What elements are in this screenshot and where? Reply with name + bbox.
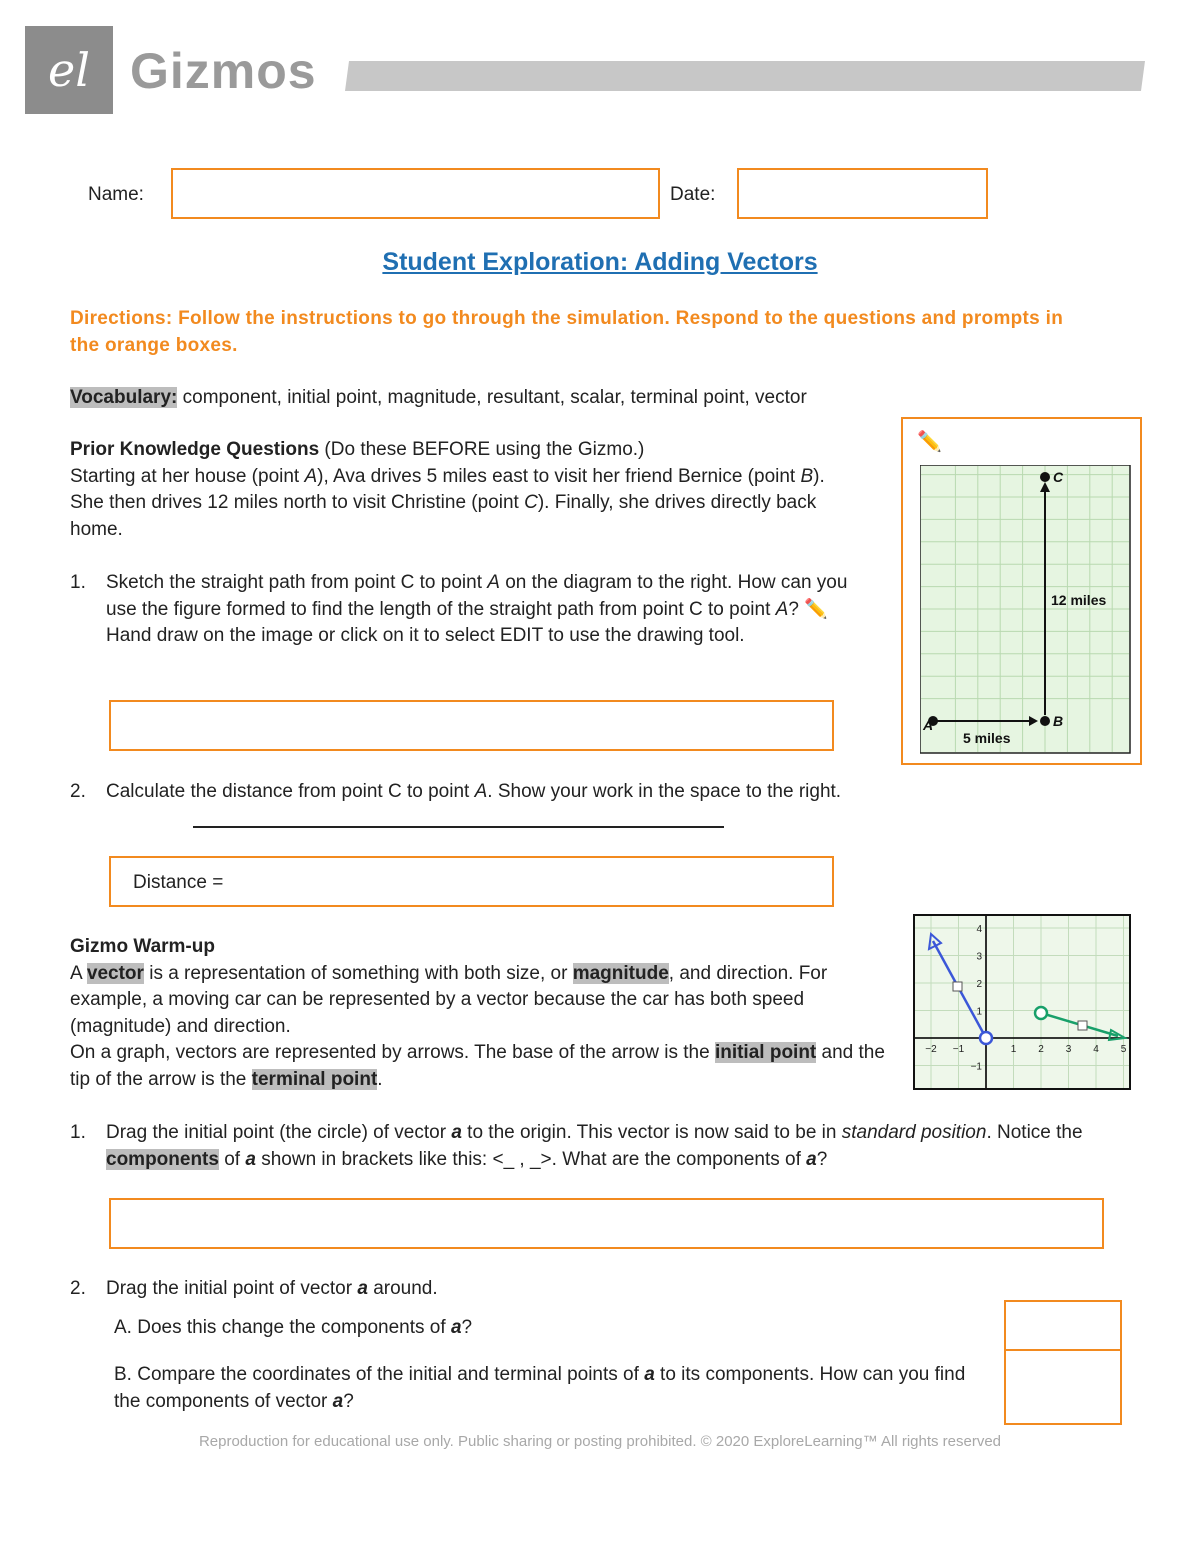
q-text: . Notice the — [986, 1122, 1083, 1143]
vector-graph[interactable] — [913, 914, 1131, 1090]
y-tick-label: 2 — [976, 979, 982, 990]
q-text: around. — [367, 1278, 438, 1299]
date-field[interactable] — [737, 168, 988, 219]
term-magnitude: magnitude — [572, 962, 669, 984]
warmup-q2b-text — [114, 1362, 984, 1415]
directions-text: Directions: Follow the instructions to go through the simulation. Respond to the questions and prompts in the orange boxes. — [70, 308, 1064, 356]
x-tick-label: 5 — [1120, 1044, 1127, 1055]
point-b-ref: B — [800, 465, 814, 487]
q1-text: ? ✏️ Hand draw on the image or click on it to select EDIT to use the drawing tool. — [106, 598, 828, 646]
warmup-text: . — [377, 1068, 383, 1090]
q-text: Drag the initial point of vector — [106, 1278, 358, 1299]
q2-text: . Show your work in the space to the right. — [487, 781, 842, 802]
q-text: ? — [461, 1317, 473, 1338]
warmup-q2-number: 2. — [70, 1278, 86, 1299]
vector-a-ref: a — [451, 1122, 462, 1143]
x-tick-label: −1 — [952, 1044, 965, 1055]
scenario-text: ). Finally, she drives directly back home. — [70, 492, 817, 540]
warmup-text: A — [70, 962, 87, 984]
q-text: ? — [816, 1148, 828, 1170]
vocabulary-label: Vocabulary: — [70, 387, 178, 408]
scenario-text: ), Ava drives 5 miles east to visit her friend Bernice (point — [317, 465, 801, 487]
vector-b-initial-point[interactable] — [1035, 1007, 1047, 1019]
q-text: Drag the initial point (the circle) of vector — [106, 1122, 452, 1143]
q-text: to its components. How can you find the components of vector — [114, 1364, 966, 1412]
q-text: shown in brackets like this: <_ , _>. What are the components of — [255, 1148, 807, 1170]
q2-text: Calculate the distance from point C to point — [106, 781, 475, 802]
warmup-text: is a representation of something with both size, or — [143, 962, 573, 984]
vector-a-initial-point[interactable] — [980, 1032, 992, 1044]
east-distance-label: 5 miles — [963, 730, 1011, 746]
warmup-text: , and direction. For example, a moving car can be represented by a vector because the car has both speed (magnitude) and direction. — [70, 962, 828, 1037]
term-vector: vector — [86, 962, 144, 984]
q1-text: Sketch the straight path from point C to point — [106, 572, 488, 593]
distance-answer-box[interactable] — [109, 856, 834, 907]
q2a-answer-box[interactable] — [1004, 1300, 1122, 1351]
brand-logo — [25, 26, 113, 114]
name-field[interactable] — [171, 168, 660, 219]
vocabulary-line — [70, 385, 930, 412]
q-text: of — [218, 1148, 246, 1170]
header-bar — [345, 61, 1145, 91]
prior-q2-number: 2. — [70, 781, 86, 802]
q1-text: on the diagram to the right. How can you use the figure formed to find the length of the straight path from point C to point — [106, 572, 848, 620]
y-tick-label: 1 — [976, 1006, 982, 1018]
prior-heading-line — [70, 437, 850, 464]
route-diagram[interactable] — [920, 465, 1132, 755]
y-tick-label: 4 — [976, 924, 982, 935]
x-tick-label: 4 — [1093, 1044, 1099, 1055]
vector-a-ref: a — [332, 1390, 344, 1412]
term-initial-point: initial point — [714, 1042, 817, 1063]
warmup-text: On a graph, vectors are represented by arrows. The base of the arrow is the — [70, 1042, 715, 1063]
vector-b-label-box — [1078, 1021, 1087, 1030]
vocabulary-terms: component, initial point, magnitude, resultant, scalar, terminal point, vector — [177, 387, 807, 408]
warmup-text: and the tip of the arrow is the — [70, 1042, 885, 1090]
point-a-label: A — [923, 717, 934, 733]
point-a-ref: A — [487, 572, 500, 593]
point-b-dot — [1040, 716, 1050, 726]
prior-q2-text — [106, 779, 866, 806]
prior-q1-number: 1. — [70, 572, 86, 593]
warmup-heading: Gizmo Warm-up — [70, 936, 215, 957]
point-a-ref: A — [775, 598, 789, 620]
x-tick-label: 3 — [1065, 1044, 1072, 1055]
vector-a-ref: a — [644, 1364, 655, 1385]
q-text: to the origin. This vector is now said to be in — [461, 1122, 842, 1143]
warmup-section — [70, 934, 890, 1093]
prior-scenario — [70, 464, 850, 544]
route-diagram-frame[interactable] — [901, 417, 1142, 765]
x-tick-label: 2 — [1038, 1044, 1044, 1055]
vector-a-ref: a — [357, 1278, 368, 1299]
warmup-paragraph-2 — [70, 1040, 890, 1093]
pencil-icon: ✏️ — [917, 431, 942, 453]
warmup-q1-number: 1. — [70, 1122, 86, 1143]
brand-name: Gizmos — [130, 43, 317, 99]
scenario-text: Starting at her house (point — [70, 465, 305, 487]
q-text: A. Does this change the components of — [114, 1317, 451, 1338]
warmup-paragraph-1 — [70, 961, 890, 1041]
warmup-q1-text — [106, 1120, 1136, 1173]
point-c-ref: C — [524, 492, 538, 513]
name-label: Name: — [88, 184, 144, 205]
warmup-q2a-text — [114, 1315, 974, 1342]
point-a-ref: A — [474, 781, 488, 802]
date-label: Date: — [670, 184, 716, 205]
y-tick-label: −1 — [970, 1061, 982, 1073]
logo-glyph: el — [48, 43, 90, 97]
point-b-label: B — [1053, 713, 1064, 729]
term-components: components — [106, 1148, 219, 1170]
scenario-text: ). She then drives 12 miles north to visit Christine (point — [70, 465, 825, 513]
distance-label: Distance = — [133, 872, 224, 893]
x-tick-label: 1 — [1010, 1044, 1017, 1055]
north-distance-label: 12 miles — [1051, 592, 1107, 608]
footer-copyright: Reproduction for educational use only. Public sharing or posting prohibited. © 2020 ExploreLearning™ All rights reserved — [198, 1433, 1002, 1450]
work-underline — [193, 826, 724, 828]
vector-a-label-box — [953, 982, 962, 991]
point-c-label: C — [1053, 469, 1064, 485]
vector-a-ref: a — [450, 1317, 462, 1338]
x-tick-label: −2 — [925, 1044, 937, 1055]
prior-q1-answer-box[interactable] — [109, 700, 834, 751]
page-title: Student Exploration: Adding Vectors — [382, 248, 818, 276]
prior-knowledge-section — [70, 437, 850, 543]
prior-heading-note: (Do these BEFORE using the Gizmo.) — [319, 439, 645, 460]
vector-a-ref: a — [245, 1148, 256, 1170]
term-terminal-point: terminal point — [251, 1068, 378, 1090]
components-answer-box[interactable] — [109, 1198, 1104, 1249]
point-c-dot — [1040, 472, 1050, 482]
vector-graph-background — [914, 915, 1130, 1089]
point-a-ref: A — [304, 465, 318, 487]
vector-a-ref: a — [806, 1148, 817, 1170]
q2b-answer-box[interactable] — [1004, 1349, 1122, 1425]
warmup-q2-text — [106, 1276, 438, 1303]
q-text: B. Compare the coordinates of the initial and terminal points of — [114, 1364, 645, 1385]
prior-heading: Prior Knowledge Questions — [70, 439, 320, 460]
y-tick-label: 3 — [976, 951, 982, 963]
q-text: ? — [343, 1390, 354, 1412]
prior-q1-text — [106, 570, 851, 650]
standard-position-term: standard position — [841, 1122, 987, 1143]
